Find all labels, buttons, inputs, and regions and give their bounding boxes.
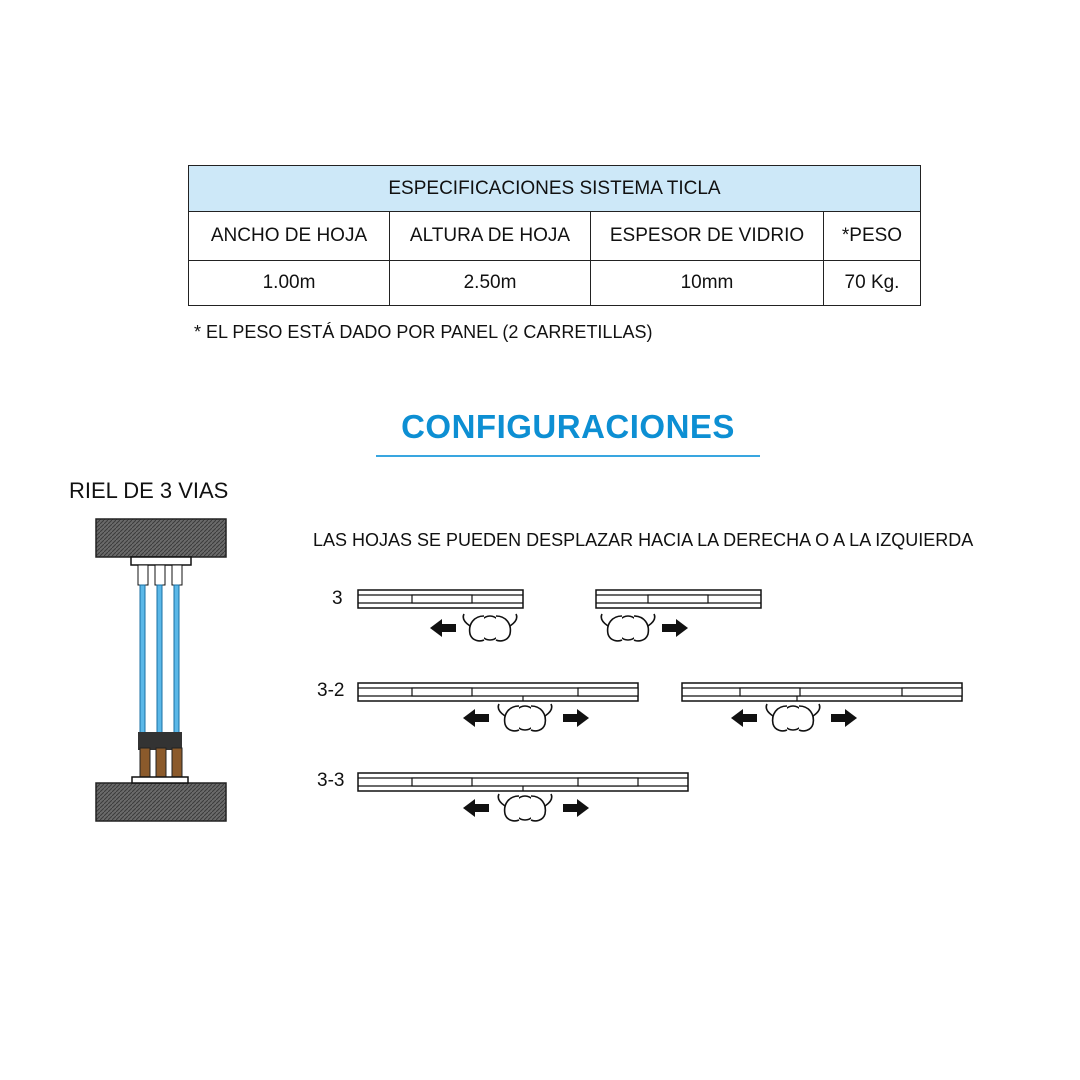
col-header-ancho: ANCHO DE HOJA [189, 212, 390, 261]
config-3-right-panels [596, 590, 761, 608]
col-header-altura: ALTURA DE HOJA [390, 212, 591, 261]
person-icon [498, 704, 552, 731]
config-3-3-panels [358, 773, 688, 791]
bottom-rollers [132, 732, 188, 783]
value-altura: 2.50m [390, 261, 591, 306]
person-icon [766, 704, 820, 731]
glass-panel-middle [155, 565, 165, 735]
arrow-right-icon [662, 619, 688, 637]
top-track [131, 557, 191, 565]
value-espesor: 10mm [591, 261, 824, 306]
top-slab [96, 519, 226, 557]
glass-panel-left [138, 565, 148, 735]
rail-label: RIEL DE 3 VIAS [69, 478, 229, 503]
value-ancho: 1.00m [189, 261, 390, 306]
bottom-slab [96, 783, 226, 821]
config-3-left-panels [358, 590, 523, 608]
arrow-right-icon [831, 709, 857, 727]
arrow-right-icon [563, 709, 589, 727]
section-title: CONFIGURACIONES [401, 408, 735, 445]
glass-panel-right [172, 565, 182, 735]
arrow-right-icon [563, 799, 589, 817]
value-peso: 70 Kg. [824, 261, 921, 306]
config-3-2-left-panels [358, 683, 638, 701]
weight-note: * EL PESO ESTÁ DADO POR PANEL (2 CARRETILLAS) [194, 322, 653, 342]
person-icon [498, 794, 552, 821]
col-header-espesor: ESPESOR DE VIDRIO [591, 212, 824, 261]
arrow-left-icon [430, 619, 456, 637]
arrow-left-icon [731, 709, 757, 727]
arrow-left-icon [463, 799, 489, 817]
config-3-2-right-panels [682, 683, 962, 701]
col-header-peso: *PESO [824, 212, 921, 261]
arrow-left-icon [463, 709, 489, 727]
rail-section-drawing [96, 519, 226, 821]
spec-table-title: ESPECIFICACIONES SISTEMA TICLA [189, 166, 921, 212]
person-icon [601, 614, 655, 641]
config-label-3-3: 3-3 [317, 770, 345, 791]
person-icon [463, 614, 517, 641]
config-label-3-2: 3-2 [317, 680, 345, 701]
config-label-3: 3 [332, 588, 343, 609]
configurations-description: LAS HOJAS SE PUEDEN DESPLAZAR HACIA LA DERECHA O A LA IZQUIERDA [313, 530, 974, 550]
